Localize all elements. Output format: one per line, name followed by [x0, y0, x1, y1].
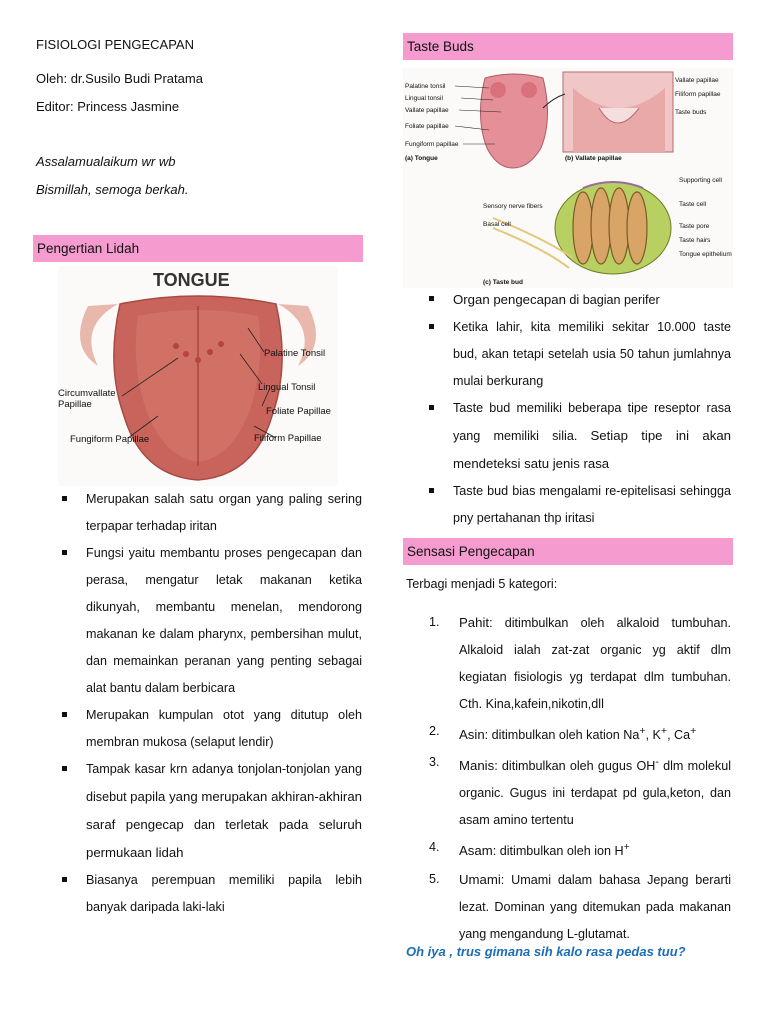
- svg-text:(c) Taste bud: (c) Taste bud: [483, 279, 523, 286]
- svg-text:Taste hairs: Taste hairs: [679, 237, 711, 244]
- tongue-figure: [58, 266, 338, 486]
- section-header-pengertian-lidah: Pengertian Lidah: [33, 235, 363, 262]
- label-fungiform: Fungiform Papillae: [70, 434, 150, 445]
- label-foliate: Foliate Papillae: [266, 406, 331, 417]
- editor-line: [36, 99, 179, 114]
- section-header-sensasi: Sensasi Pengecapan: [403, 538, 733, 565]
- list-item: 1. Pahit: ditimbulkan oleh alkaloid tumbuhan. Alkaloid ialah zat-zat organic yg aktif dlm kegiatan fisiologis yg terdapat dlm tumbuhan. Cth. Kina,kafein,nikotin,dll: [429, 615, 731, 711]
- label-lingual-tonsil: Lingual Tonsil: [258, 382, 316, 393]
- svg-text:Palatine tonsil: Palatine tonsil: [405, 83, 446, 90]
- label-circumvallate: Circumvallate Papillae: [58, 388, 116, 410]
- svg-text:Sensory nerve fibers: Sensory nerve fibers: [483, 203, 543, 210]
- list-item: Merupakan salah satu organ yang paling sering terpapar terhadap iritan: [58, 486, 362, 540]
- svg-text:Vallate papillae: Vallate papillae: [675, 77, 719, 84]
- list-item: 4. Asam: ditimbulkan oleh ion H+: [429, 840, 630, 859]
- svg-text:Taste cell: Taste cell: [679, 201, 707, 208]
- taste-list: [425, 286, 731, 532]
- svg-text:Supporting cell: Supporting cell: [679, 177, 722, 184]
- closing-question: Oh iya , trus gimana sih kalo rasa pedas tuu?: [406, 944, 686, 959]
- svg-text:Fungiform papillae: Fungiform papillae: [405, 141, 459, 148]
- svg-text:Foliate papillae: Foliate papillae: [405, 123, 449, 130]
- taste-bud-figure: [403, 68, 733, 288]
- sensasi-list: [425, 609, 731, 948]
- list-item: Taste bud bias mengalami re-epitelisasi sehingga pny pertahanan thp iritasi: [425, 478, 731, 532]
- author-line: [36, 71, 203, 86]
- list-item: Organ pengecapan di bagian perifer: [425, 286, 731, 314]
- author-name: dr.Susilo Budi Pratama: [70, 71, 203, 86]
- svg-text:Vallate papillae: Vallate papillae: [405, 107, 449, 114]
- svg-text:(b) Vallate papillae: (b) Vallate papillae: [565, 155, 622, 162]
- list-item: 5. Umami: Umami dalam bahasa Jepang berarti lezat. Dominan yang ditemukan pada makanan yang mengandung L-glutamat.: [429, 871, 731, 941]
- list-item: 2. Asin: ditimbulkan oleh kation Na+, K+, Ca+: [429, 724, 697, 743]
- svg-text:Tongue epithelium: Tongue epithelium: [679, 251, 732, 258]
- list-item: Biasanya perempuan memiliki papila lebih banyak daripada laki-laki: [58, 867, 362, 921]
- list-item: 3. Manis: ditimbulkan oleh gugus OH- dlm molekul organic. Gugus ini terdapat pd gula,keton, dan asam amino tertentu: [429, 755, 731, 828]
- list-item: Merupakan kumpulan otot yang ditutup oleh membran mukosa (selaput lendir): [58, 702, 362, 756]
- lidah-list: [58, 486, 362, 921]
- svg-text:Lingual tonsil: Lingual tonsil: [405, 95, 443, 102]
- list-item: Fungsi yaitu membantu proses pengecapan dan perasa, mengatur letak makanan ketika dikunyah, membantu menelan, mendorong makanan ke dalam pharynx, pembersihan mulut, dan memainkan peranan yang penting sebagai alat bantu dalam berbicara: [58, 540, 362, 702]
- greeting-1: Assalamualaikum wr wb: [36, 154, 176, 169]
- greeting-2: Bismillah, semoga berkah.: [36, 182, 189, 197]
- editor-name: Princess Jasmine: [77, 99, 180, 114]
- label-filiform: Filiform Papillae: [254, 433, 322, 444]
- list-item: Ketika lahir, kita memiliki sekitar 10.000 taste bud, akan tetapi setelah usia 50 tahun jumlahnya mulai berkurang: [425, 314, 731, 395]
- section-header-taste-buds: Taste Buds: [403, 33, 733, 60]
- svg-text:Basal cell: Basal cell: [483, 221, 511, 228]
- sensasi-intro: Terbagi menjadi 5 kategori:: [406, 577, 558, 591]
- svg-text:(a) Tongue: (a) Tongue: [405, 155, 438, 162]
- editor-label: Editor:: [36, 99, 74, 114]
- svg-text:Taste buds: Taste buds: [675, 109, 707, 116]
- list-item: Taste bud memiliki beberapa tipe reseptor rasa yang memiliki silia. Setiap tipe ini akan mendeteksi satu jenis rasa: [425, 395, 731, 478]
- author-label: Oleh:: [36, 71, 68, 86]
- svg-text:Filiform papillae: Filiform papillae: [675, 91, 721, 98]
- svg-text:Taste pore: Taste pore: [679, 223, 710, 230]
- document-title: FISIOLOGI PENGECAPAN: [36, 37, 194, 52]
- tongue-figure-title: TONGUE: [153, 270, 230, 290]
- list-item: Tampak kasar krn adanya tonjolan-tonjolan yang disebut papila yang merupakan akhiran-akhiran saraf pengecap dan terletak pada seluruh permukaan lidah: [58, 756, 362, 867]
- label-palatine-tonsil: Palatine Tonsil: [264, 348, 326, 359]
